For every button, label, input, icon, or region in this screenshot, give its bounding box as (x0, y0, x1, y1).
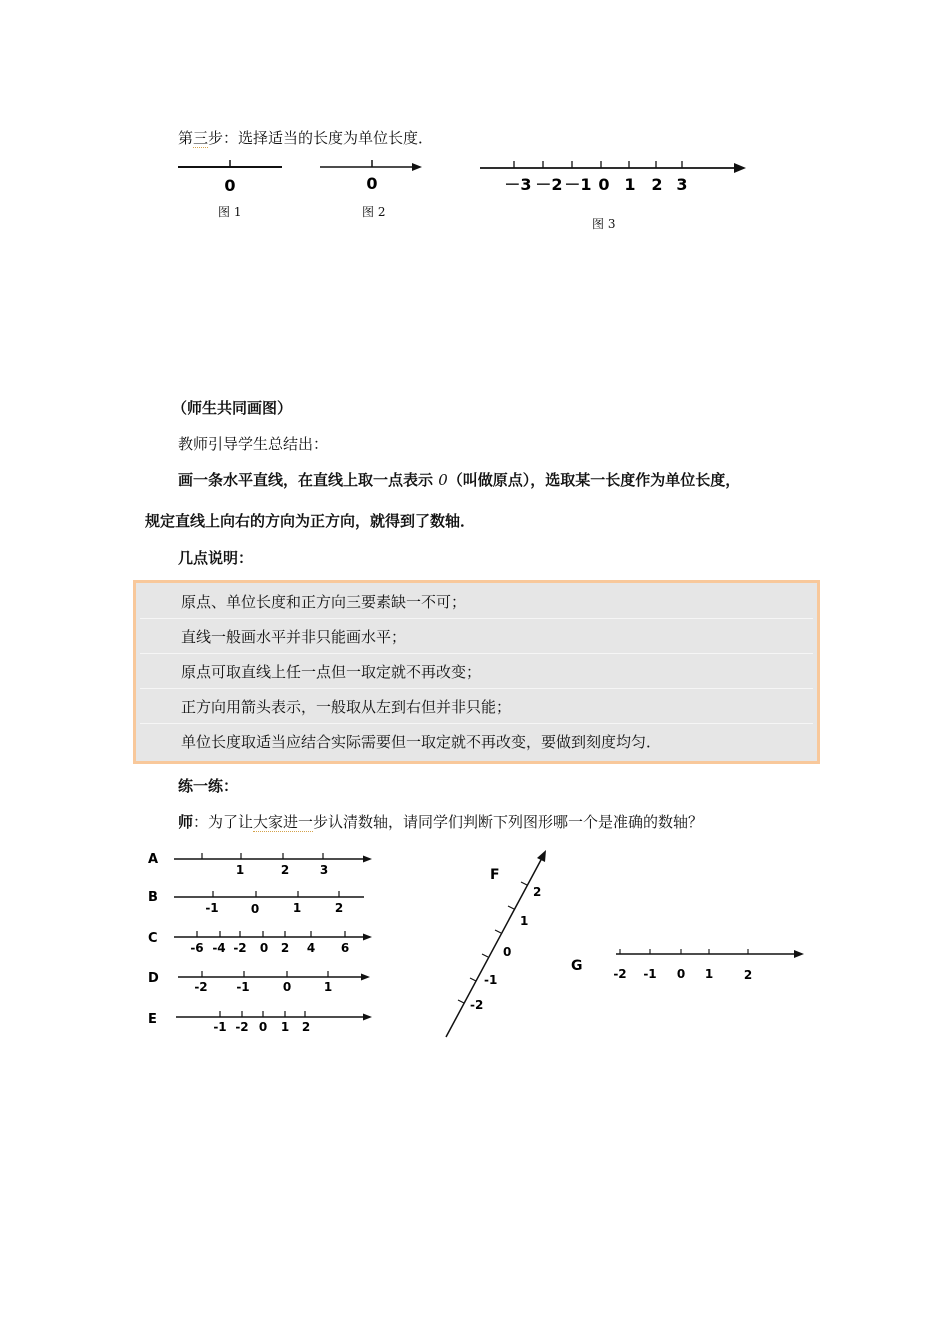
option-c-label: 6 (340, 941, 350, 955)
fig3-label: 1 (624, 175, 636, 194)
option-b-label: 2 (334, 901, 344, 915)
option-c-label: 2 (280, 941, 290, 955)
figure-1-caption: 图 1 (218, 205, 242, 219)
option-d-letter: D (148, 971, 159, 986)
question-part-c: 步认清数轴，请同学们判断下列图形哪一个是准确的数轴？ (313, 813, 704, 831)
notes-heading: 几点说明： (178, 549, 254, 567)
fig3-label: 3 (676, 175, 688, 194)
option-f-label: -2 (470, 998, 484, 1012)
figure-2-caption: 图 2 (362, 205, 386, 219)
option-c-label: 0 (259, 941, 269, 955)
option-f-label: 2 (533, 885, 542, 899)
option-d-label: -2 (194, 980, 208, 994)
note-item: 原点、单位长度和正方向三要素缺一不可； (140, 585, 813, 619)
option-c-letter: C (148, 931, 158, 946)
option-g-letter: G (571, 958, 583, 974)
option-b-letter: B (148, 890, 158, 905)
fig3-label: －1 (564, 175, 592, 194)
option-f-label: 1 (520, 914, 529, 928)
figure-row (0, 150, 950, 240)
option-a-label: 1 (235, 863, 245, 877)
teacher-label: 师 (178, 813, 194, 831)
option-c-label: -4 (212, 941, 226, 955)
definition-part-b: （叫做原点），选取某一长度作为单位长度， (447, 471, 741, 489)
fig3-label: 0 (598, 175, 610, 194)
option-e-label: 0 (258, 1020, 268, 1034)
step3-text (178, 128, 433, 148)
note-item: 正方向用箭头表示，一般取从左到右但并非只能； (140, 690, 813, 724)
step3-suffix: 步：选择适当的长度为单位长度． (208, 129, 434, 147)
option-g-label: 1 (704, 967, 714, 981)
definition-part-a: 画一条水平直线，在直线上取一点表示 (178, 471, 439, 489)
option-a-letter: A (148, 852, 159, 867)
figure-2-zero-label: 0 (366, 174, 378, 193)
teacher-guide: 教师引导学生总结出： (178, 435, 329, 453)
figure-1-line (178, 160, 282, 167)
option-b-label: 0 (250, 902, 260, 916)
fig3-label: －3 (504, 175, 532, 194)
definition-zero: 0 (438, 471, 448, 489)
option-f-label: -1 (484, 973, 498, 987)
step3-prefix: 第 (178, 129, 194, 147)
option-d-label: 0 (282, 980, 292, 994)
figure-1-zero-label: 0 (224, 176, 236, 195)
question-part-b: 大家进一 (253, 813, 314, 831)
together-note: （师生共同画图） (172, 399, 293, 417)
option-f-letter: F (490, 867, 500, 883)
option-d-label: 1 (323, 980, 333, 994)
option-e-label: 1 (280, 1020, 290, 1034)
practice-question (178, 812, 703, 832)
option-e-letter: E (148, 1012, 157, 1027)
option-b-label: -1 (205, 901, 219, 915)
option-e-label: 2 (301, 1020, 311, 1034)
option-g-label: -1 (643, 967, 657, 981)
note-item: 直线一般画水平并非只能画水平； (140, 620, 813, 654)
option-f-label: 0 (503, 945, 512, 959)
fig3-label: 2 (651, 175, 663, 194)
option-b-label: 1 (292, 901, 302, 915)
step3-mid: 三 (193, 129, 209, 147)
option-c-label: -2 (233, 941, 247, 955)
option-a-label: 2 (280, 863, 290, 877)
definition-line-1 (178, 470, 740, 490)
option-c-label: 4 (306, 941, 316, 955)
practice-axes (0, 840, 950, 1050)
figure-3-line (480, 161, 746, 173)
option-g-label: 2 (743, 968, 753, 982)
option-g-label: -2 (613, 967, 627, 981)
option-e-label: -2 (235, 1020, 249, 1034)
option-d-label: -1 (236, 980, 250, 994)
practice-heading: 练一练： (178, 777, 239, 795)
option-e-label: -1 (213, 1020, 227, 1034)
figure-3-caption: 图 3 (592, 217, 616, 231)
option-c-label: -6 (190, 941, 204, 955)
fig3-label: －2 (535, 175, 563, 194)
note-item: 原点可取直线上任一点但一取定就不再改变； (140, 655, 813, 689)
note-item: 单位长度取适当应结合实际需要但一取定就不再改变，要做到刻度均匀． (181, 733, 662, 751)
option-g-label: 0 (676, 967, 686, 981)
question-part-a: ：为了让 (193, 813, 254, 831)
figure-2-line (320, 160, 422, 171)
option-a-label: 3 (319, 863, 329, 877)
definition-line-2: 规定直线上向右的方向为正方向，就得到了数轴． (145, 512, 476, 530)
notes-box (133, 580, 820, 764)
